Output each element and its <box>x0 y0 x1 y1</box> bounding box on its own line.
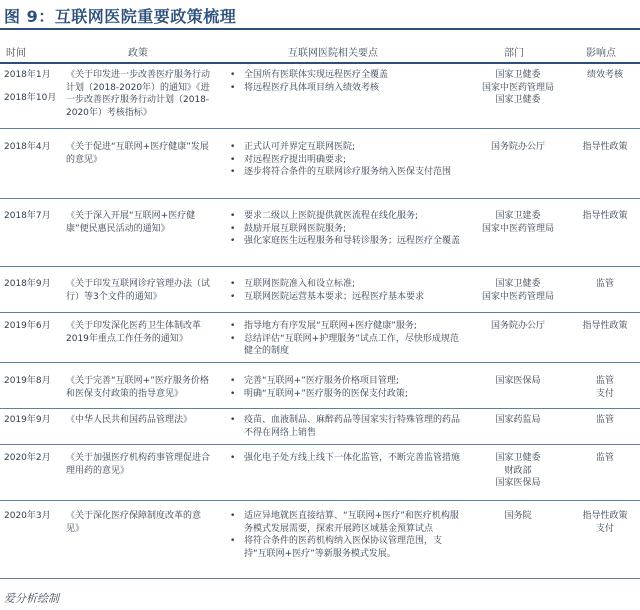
dept-entry: 国家医保局 <box>495 478 541 488</box>
time-entry: 2018年4月 <box>4 142 51 152</box>
point-item: • 指导地方有序发展“互联网+医疗健康”服务; <box>224 320 464 333</box>
point-item: • 总结评估“互联网+护理服务”试点工作，尽快形成规范健全的制度 <box>224 333 464 358</box>
row-points <box>224 510 464 560</box>
row-impact <box>572 278 638 291</box>
point-item: • 将符合条件的医药机构纳入医保协议管理范围，支持“互联网+医疗”等新服务模式发展。 <box>224 535 464 560</box>
row-time <box>4 210 64 223</box>
time-entry: 2019年8月 <box>4 376 51 386</box>
source-note: 爱分析绘制 <box>4 592 59 605</box>
title-rule <box>0 28 640 30</box>
impact-entry: 指导性政策 <box>582 511 628 521</box>
point-item: • 明确“互联网+”医疗服务的医保支付政策; <box>224 388 464 401</box>
point-item: • 强化电子处方线上线下一体化监管，不断完善监管措施 <box>224 452 464 465</box>
row-dept <box>470 69 566 107</box>
dept-entry: 国家卫健委 <box>495 95 541 105</box>
header-dept: 部门 <box>504 48 524 59</box>
point-item: • 疫苗、血液制品、麻醉药品等国家实行特殊管理的药品不得在网络上销售 <box>224 414 464 439</box>
impact-entry: 监管 <box>595 376 614 386</box>
dept-entry: 国家中医药管理局 <box>481 223 554 234</box>
header-time: 时间 <box>6 48 26 59</box>
row-time <box>4 69 64 104</box>
row-dept <box>470 414 566 427</box>
dept-entry: 国家中医药管理局 <box>481 82 554 93</box>
row-impact <box>572 452 638 465</box>
table-row <box>0 500 640 579</box>
row-time <box>4 452 64 465</box>
dept-entry: 国家药监局 <box>495 415 541 425</box>
table-row <box>0 444 640 501</box>
impact-entry: 指导性政策 <box>582 211 628 221</box>
row-points <box>224 210 464 248</box>
point-item: • 强化家庭医生远程服务和导转诊服务；远程医疗全覆盖 <box>224 235 464 248</box>
row-points <box>224 69 464 94</box>
row-dept <box>470 141 566 154</box>
impact-entry: 绩效考核 <box>586 70 623 80</box>
impact-entry: 指导性政策 <box>582 142 628 152</box>
header-policy: 政策 <box>128 48 148 59</box>
dept-entry: 国务院办公厅 <box>490 142 545 152</box>
point-item: • 鼓励开展互联网医院服务; <box>224 223 464 236</box>
time-entry: 2020年3月 <box>4 511 51 521</box>
table-row <box>0 198 640 267</box>
row-policy: 《关于深化医疗保障制度改革的意见》 <box>66 511 202 534</box>
row-impact <box>572 375 638 400</box>
point-item: • 适应异地就医直接结算、“互联网+医疗”和医疗机构服务模式发展需要，探索开展跨区域基金预算试点 <box>224 510 464 535</box>
row-time <box>4 141 64 154</box>
figure-title: 图 9：互联网医院重要政策梳理 <box>4 7 237 26</box>
row-dept <box>470 375 566 388</box>
dept-entry: 国家卫健委 <box>495 453 541 463</box>
table-row <box>0 128 640 199</box>
row-points <box>224 278 464 303</box>
row-policy: 《关于印发深化医药卫生体制改革2019年重点工作任务的通知》 <box>66 321 202 344</box>
point-item: • 对远程医疗提出明确要求; <box>224 154 464 167</box>
point-item: • 全国所有医联体实现远程医疗全覆盖 <box>224 69 464 82</box>
impact-entry: 监管 <box>595 453 614 463</box>
row-impact <box>572 210 638 223</box>
row-time <box>4 510 64 523</box>
row-dept <box>470 320 566 333</box>
row-dept <box>470 278 566 303</box>
row-impact <box>572 320 638 333</box>
point-item: • 互联网医院运营基本要求；远程医疗基本要求 <box>224 291 464 304</box>
row-policy: 《中华人民共和国药品管理法》 <box>66 415 193 425</box>
impact-entry: 指导性政策 <box>582 321 628 331</box>
row-impact <box>572 414 638 427</box>
time-entry: 2018年9月 <box>4 279 51 289</box>
row-time <box>4 414 64 427</box>
point-item: • 完善“互联网+”医疗服务价格项目管理; <box>224 375 464 388</box>
time-entry: 2020年2月 <box>4 453 51 463</box>
time-entry: 2018年1月 <box>4 70 51 80</box>
point-item: • 逐步将符合条件的互联网诊疗服务纳入医保支付范围 <box>224 166 464 179</box>
row-dept <box>470 510 566 523</box>
row-time <box>4 278 64 291</box>
impact-entry: 监管 <box>595 415 614 425</box>
dept-entry: 国家医保局 <box>495 376 541 386</box>
row-dept <box>470 210 566 235</box>
row-impact <box>572 69 638 82</box>
table-row <box>0 362 640 409</box>
row-points <box>224 414 464 439</box>
dept-entry: 国务院 <box>504 511 532 521</box>
row-time <box>4 320 64 333</box>
time-entry: 2018年7月 <box>4 211 51 221</box>
impact-entry: 支付 <box>595 388 614 399</box>
row-impact <box>572 141 638 154</box>
dept-entry: 财政部 <box>504 465 532 476</box>
table-row <box>0 312 640 363</box>
impact-entry: 监管 <box>595 279 614 289</box>
table-row <box>0 266 640 313</box>
row-policy: 《关于促进“互联网+医疗健康”发展的意见》 <box>66 142 209 165</box>
row-policy: 《关于完善“互联网+”医疗服务价格和医保支付政策的指导意见》 <box>66 376 209 399</box>
point-item: • 要求二级以上医院提供就医流程在线化服务; <box>224 210 464 223</box>
row-points <box>224 452 464 465</box>
row-policy: 《关于印发进一步改善医疗服务行动计划（2018-2020年）的通知》《进一步改善医疗服务行动计划（2018-2020年）考核指标》 <box>66 70 211 118</box>
time-entry: 2019年6月 <box>4 321 51 331</box>
time-entry: 2018年10月 <box>4 92 57 103</box>
impact-entry: 支付 <box>595 523 614 534</box>
row-points <box>224 375 464 400</box>
dept-entry: 国家中医药管理局 <box>481 291 554 302</box>
dept-entry: 国家卫建委 <box>495 211 541 221</box>
row-policy: 《关于印发互联网诊疗管理办法（试行）等3个文件的通知》 <box>66 279 211 302</box>
time-entry: 2019年9月 <box>4 415 51 425</box>
table-row <box>0 408 640 445</box>
row-points <box>224 320 464 358</box>
row-dept <box>470 452 566 490</box>
table-row <box>0 64 640 129</box>
header-impact: 影响点 <box>586 48 616 59</box>
row-points <box>224 141 464 179</box>
header-points: 互联网医院相关要点 <box>288 48 378 59</box>
dept-entry: 国家卫健委 <box>495 279 541 289</box>
point-item: • 正式认可并界定互联网医院; <box>224 141 464 154</box>
dept-entry: 国家卫健委 <box>495 70 541 80</box>
row-policy: 《关于加强医疗机构药事管理促进合理用药的意见》 <box>66 453 211 476</box>
row-time <box>4 375 64 388</box>
dept-entry: 国务院办公厅 <box>490 321 545 331</box>
row-impact <box>572 510 638 535</box>
point-item: • 将远程医疗具体项目纳入绩效考核 <box>224 82 464 95</box>
row-policy: 《关于深入开展“互联网+医疗健康”便民惠民活动的通知》 <box>66 211 196 234</box>
point-item: • 互联网医院准入和设立标准; <box>224 278 464 291</box>
